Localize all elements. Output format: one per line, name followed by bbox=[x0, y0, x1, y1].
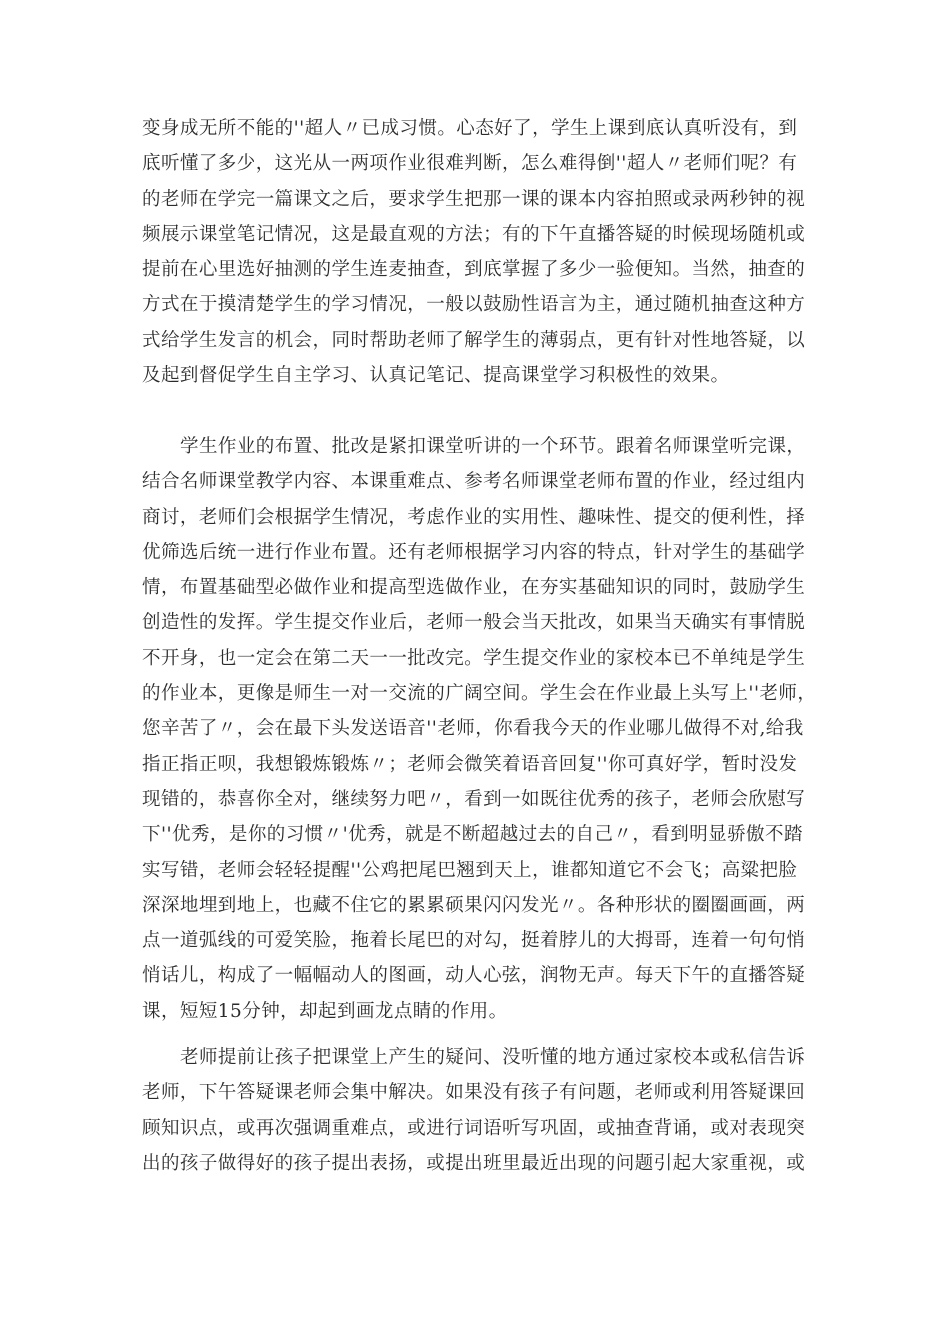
paragraph-3 bbox=[142, 1040, 822, 1181]
text-line: 顾知识点，或再次强调重难点，或进行词语听写巩固，或抽查背诵，或对表现突 bbox=[142, 1117, 806, 1139]
text-line: 不开身，也一定会在第二天一一批改完。学生提交作业的家校本已不单纯是学生 bbox=[142, 647, 806, 669]
paragraph-2 bbox=[142, 429, 822, 1029]
text-line: 商讨，老师们会根据学生情况，考虑作业的实用性、趣味性、提交的便利性，择 bbox=[142, 506, 806, 528]
text-line: 的老师在学完一篇课文之后，要求学生把那一课的课本内容拍照或录两秒钟的视 bbox=[142, 188, 806, 210]
text-line: 悄话儿，构成了一幅幅动人的图画，动人心弦，润物无声。每天下午的直播答疑 bbox=[142, 965, 806, 987]
text-line: 创造性的发挥。学生提交作业后，老师一般会当天批改，如果当天确实有事情脱 bbox=[142, 612, 806, 634]
text-line: 情，布置基础型必做作业和提高型选做作业，在夯实基础知识的同时，鼓励学生 bbox=[142, 577, 806, 599]
text-line: 老师，下午答疑课老师会集中解决。如果没有孩子有问题，老师或利用答疑课回 bbox=[142, 1082, 806, 1104]
text-line: 频展示课堂笔记情况，这是最直观的方法；有的下午直播答疑的时候现场随机或 bbox=[142, 223, 806, 245]
text-line: 点一道弧线的可爱笑脸，拖着长尾巴的对勾，挺着脖儿的大拇哥，连着一句句悄 bbox=[142, 930, 806, 952]
text-line: 提前在心里选好抽测的学生连麦抽查，到底掌握了多少一验便知。当然，抽查的 bbox=[142, 259, 806, 281]
text-line: 现错的，恭喜你全对，继续努力吧〃，看到一如既往优秀的孩子，老师会欣慰写 bbox=[142, 788, 806, 810]
text-line: 的作业本，更像是师生一对一交流的广阔空间。学生会在作业最上头写上''老师， bbox=[142, 683, 817, 705]
text-line: 深深地埋到地上，也藏不住它的累累硕果闪闪发光〃。各种形状的圈圈画画，两 bbox=[142, 894, 806, 916]
text-line: 优筛选后统一进行作业布置。还有老师根据学习内容的特点，针对学生的基础学 bbox=[142, 541, 806, 563]
text-line: 方式在于摸清楚学生的学习情况，一般以鼓励性语言为主，通过随机抽查这种方 bbox=[142, 294, 806, 316]
text-line: 变身成无所不能的''超人〃已成习惯。心态好了，学生上课到底认真听没有，到 bbox=[142, 118, 798, 139]
text-line: 底听懂了多少，这光从一两项作业很难判断，怎么难得倒''超人〃老师们呢？有 bbox=[142, 153, 798, 175]
text-line: 出的孩子做得好的孩子提出表扬，或提出班里最近出现的问题引起大家重视，或 bbox=[142, 1152, 806, 1174]
text-line-indented: 老师提前让孩子把课堂上产生的疑问、没听懂的地方通过家校本或私信告诉 bbox=[180, 1047, 806, 1068]
text-line: 实写错，老师会轻轻提醒''公鸡把尾巴翘到天上，谁都知道它不会飞；高粱把脸 bbox=[142, 859, 798, 881]
text-line: 结合名师课堂教学内容、本课重难点、参考名师课堂老师布置的作业，经过组内 bbox=[142, 471, 806, 493]
text-line: 及起到督促学生自主学习、认真记笔记、提高课堂学习积极性的效果。 bbox=[142, 365, 730, 387]
text-line: 指正指正呗，我想锻炼锻炼〃；老师会微笑着语音回复''你可真好学，暂时没发 bbox=[142, 753, 798, 775]
text-line-indented: 学生作业的布置、批改是紧扣课堂听讲的一个环节。跟着名师课堂听完课， bbox=[180, 436, 806, 457]
text-line: 式给学生发言的机会，同时帮助老师了解学生的薄弱点，更有针对性地答疑，以 bbox=[142, 329, 806, 351]
text-line: 课，短短15分钟，却起到画龙点睛的作用。 bbox=[142, 1000, 508, 1022]
text-line: 下''优秀，是你的习惯〃'优秀，就是不断超越过去的自己〃，看到明显骄傲不踏 bbox=[142, 824, 803, 846]
paragraph-1 bbox=[142, 111, 822, 393]
text-line: 您辛苦了〃，会在最下头发送语音''老师，你看我今天的作业哪儿做得不对,给我 bbox=[142, 718, 804, 740]
